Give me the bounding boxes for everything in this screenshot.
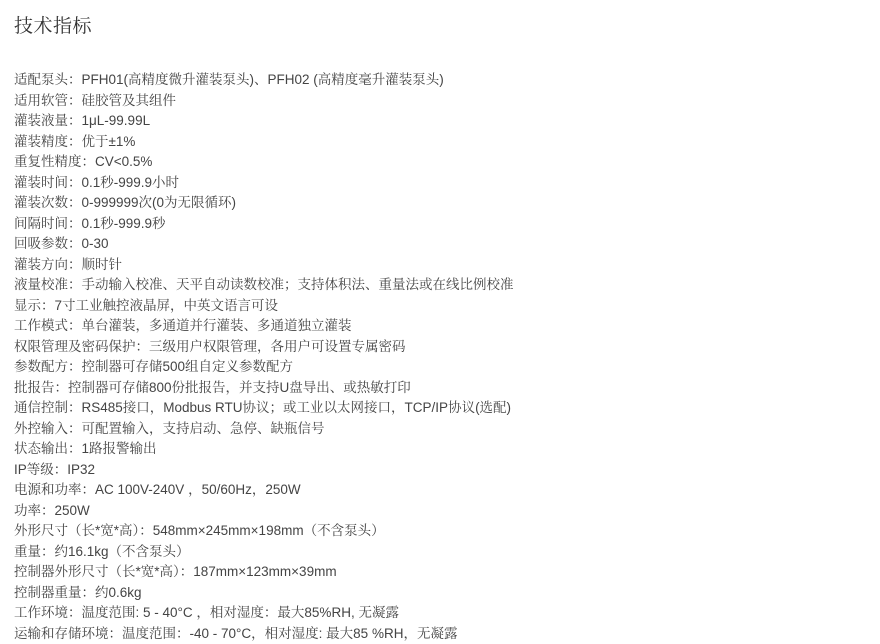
list-item: IP等级：IP32	[14, 461, 96, 477]
list-item: 批报告：控制器可存储800份批报告，并支持U盘导出、或热敏打印	[14, 379, 411, 395]
list-item: 工作环境：温度范围: 5 - 40°C ，相对湿度：最大85%RH, 无凝露	[14, 605, 399, 620]
list-item: 适配泵头：PFH01(高精度微升灌装泵头)、PFH02 (高精度毫升灌装泵头)	[14, 72, 444, 87]
list-item: 工作模式：单台灌装，多通道并行灌装、多通道独立灌装	[14, 318, 352, 333]
list-item: 运输和存储环境：温度范围：-40 - 70°C，相对湿度: 最大85 %RH，无凝露	[14, 625, 458, 641]
list-item: 通信控制：RS485接口，Modbus RTU协议；或工业以太网接口，TCP/IP协议(选配)	[14, 400, 512, 415]
list-item: 重量：约16.1kg（不含泵头）	[14, 543, 190, 559]
list-item: 外形尺寸（长*宽*高）：548mm×245mm×198mm（不含泵头）	[14, 523, 385, 538]
list-item: 外控输入：可配置输入，支持启动、急停、缺瓶信号	[14, 420, 325, 436]
list-item: 显示：7寸工业触控液晶屏，中英文语言可设	[14, 297, 279, 313]
list-item: 控制器外形尺寸（长*宽*高）：187mm×123mm×39mm	[14, 564, 337, 579]
list-item: 电源和功率：AC 100V-240V ，50/60Hz，250W	[14, 482, 301, 497]
list-item: 状态输出：1路报警输出	[14, 441, 157, 456]
list-item: 灌装时间：0.1秒-999.9小时	[14, 174, 180, 190]
list-item: 控制器重量：约0.6kg	[14, 584, 142, 600]
list-item: 液量校准：手动输入校准、天平自动读数校准；支持体积法、重量法或在线比例校准	[14, 277, 514, 292]
list-item: 参数配方：控制器可存储500组自定义参数配方	[14, 359, 294, 374]
spec-list	[14, 70, 880, 644]
page-title: 技术指标	[14, 16, 93, 37]
list-item: 灌装液量：1μL-99.99L	[14, 113, 151, 128]
list-item: 间隔时间：0.1秒-999.9秒	[14, 215, 166, 231]
list-item: 权限管理及密码保护：三级用户权限管理，各用户可设置专属密码	[14, 338, 406, 354]
list-item: 功率：250W	[14, 502, 90, 518]
list-item: 重复性精度：CV<0.5%	[14, 154, 153, 169]
list-item: 适用软管：硅胶管及其组件	[14, 92, 176, 108]
list-item: 回吸参数：0-30	[14, 236, 109, 251]
list-item: 灌装方向：顺时针	[14, 256, 122, 272]
list-item: 灌装精度：优于±1%	[14, 133, 136, 149]
list-item: 灌装次数：0-999999次(0为无限循环)	[14, 195, 237, 210]
